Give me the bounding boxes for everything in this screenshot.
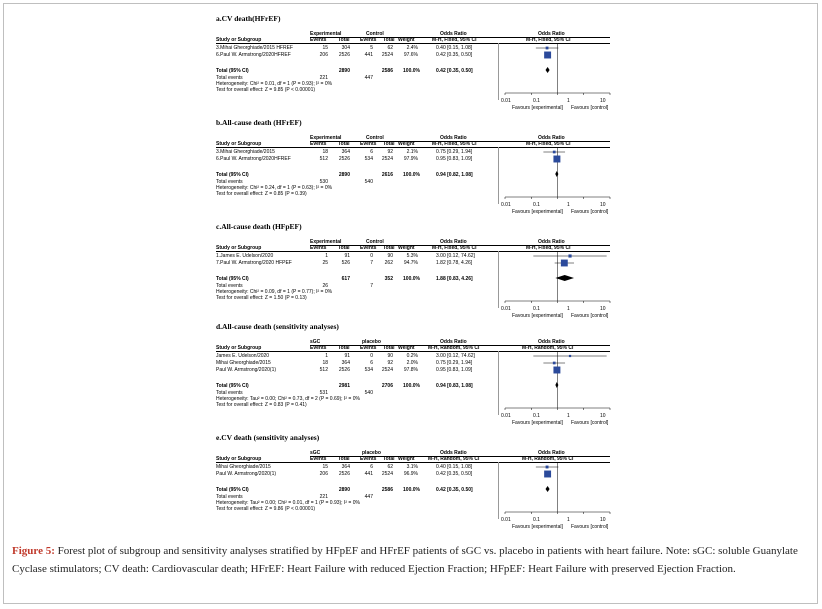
study-name: 1.James E. Udelson/2020 bbox=[216, 253, 274, 259]
events2: 447 bbox=[364, 494, 373, 500]
col-events1: Events bbox=[310, 37, 327, 43]
study-ci: 0.95 [0.83, 1.09] bbox=[436, 156, 473, 162]
group1-header: Experimental bbox=[310, 31, 342, 37]
study-total2: 2524 bbox=[381, 52, 393, 58]
pooled-estimate-diamond bbox=[546, 486, 550, 492]
study-weight: 96.9% bbox=[403, 471, 418, 477]
study-events2: 6 bbox=[370, 149, 373, 155]
col-total1: Total bbox=[338, 456, 350, 462]
col-total2: Total bbox=[383, 37, 395, 43]
col-events1: Events bbox=[310, 141, 327, 147]
total-label: Total (95% CI) bbox=[216, 68, 249, 74]
tick-label: 10 bbox=[600, 306, 606, 312]
study-point-square bbox=[546, 466, 549, 469]
study-total1: 91 bbox=[344, 253, 350, 259]
study-weight: 2.4% bbox=[406, 45, 418, 51]
study-events1: 18 bbox=[322, 149, 328, 155]
study-total1: 2526 bbox=[338, 471, 350, 477]
or-header-plot: Odds Ratio bbox=[538, 239, 565, 245]
study-events1: 206 bbox=[319, 52, 328, 58]
study-events1: 1 bbox=[325, 353, 328, 359]
col-or-method-plot: M-H, Fixed, 95% CI bbox=[526, 37, 571, 43]
tick-label: 0.01 bbox=[501, 517, 511, 523]
study-name: Mihai Gheorghiade/2015 bbox=[216, 360, 271, 366]
study-events1: 18 bbox=[322, 360, 328, 366]
panel-title: b.All-cause death (HFrEF) bbox=[216, 118, 302, 127]
heterogeneity: Heterogeneity: Tau² = 0.00; Chi² = 0.01, df = 1 (P = 0.93); I² = 0% bbox=[216, 500, 360, 506]
study-events2: 534 bbox=[364, 367, 373, 373]
col-study: Study or Subgroup bbox=[216, 456, 262, 462]
study-total1: 364 bbox=[341, 149, 350, 155]
tick-label: 0.1 bbox=[533, 98, 540, 104]
total-n2: 2586 bbox=[381, 68, 393, 74]
col-study: Study or Subgroup bbox=[216, 141, 262, 147]
pooled-estimate-diamond bbox=[555, 171, 558, 177]
heterogeneity: Heterogeneity: Chi² = 0.01, df = 1 (P = 0.93); I² = 0% bbox=[216, 81, 333, 87]
total-n2: 352 bbox=[384, 276, 393, 282]
study-name: 6.Paul W. Armstrong/2020HFREF bbox=[216, 156, 291, 162]
study-total2: 2524 bbox=[381, 156, 393, 162]
total-n1: 617 bbox=[341, 276, 350, 282]
favours-experimental: Favours [experimental] bbox=[512, 209, 563, 215]
col-or-method: M-H, Random, 95% CI bbox=[428, 345, 480, 351]
study-name: Paul W. Armstrong/2020(1) bbox=[216, 471, 277, 477]
study-point-square bbox=[544, 52, 551, 59]
or-header: Odds Ratio bbox=[440, 450, 467, 456]
tick-label: 0.1 bbox=[533, 202, 540, 208]
tick-label: 10 bbox=[600, 98, 606, 104]
events1: 221 bbox=[319, 75, 328, 81]
group1-header: sGC bbox=[310, 339, 321, 345]
study-ci: 0.40 [0.15, 1.08] bbox=[436, 464, 473, 470]
study-point-square bbox=[561, 260, 568, 267]
events-label: Total events bbox=[216, 494, 243, 500]
favours-control: Favours [control] bbox=[571, 313, 609, 319]
forest-plot-area bbox=[200, 322, 620, 430]
tick-label: 0.01 bbox=[501, 202, 511, 208]
study-events2: 441 bbox=[364, 471, 373, 477]
tick-label: 0.1 bbox=[533, 517, 540, 523]
total-ci: 0.94 [0.83, 1.08] bbox=[436, 383, 473, 389]
study-name: Paul W. Armstrong/2020(1) bbox=[216, 367, 277, 373]
study-events2: 0 bbox=[370, 253, 373, 259]
study-weight: 3.1% bbox=[406, 464, 418, 470]
forest-plot-area bbox=[200, 14, 620, 114]
study-point-square bbox=[568, 254, 571, 257]
total-ci: 1.88 [0.83, 4.26] bbox=[436, 276, 473, 282]
study-name: Mihai Gheorghiade/2015 bbox=[216, 464, 271, 470]
total-label: Total (95% CI) bbox=[216, 487, 249, 493]
study-events2: 441 bbox=[364, 52, 373, 58]
forest-plot-panel-a bbox=[200, 14, 620, 119]
panel-title: e.CV death (sensitivity analyses) bbox=[216, 433, 320, 442]
group1-header: Experimental bbox=[310, 135, 342, 141]
total-weight: 100.0% bbox=[403, 383, 420, 389]
col-total1: Total bbox=[338, 345, 350, 351]
study-total1: 2526 bbox=[338, 156, 350, 162]
study-events1: 15 bbox=[322, 464, 328, 470]
study-total1: 364 bbox=[341, 464, 350, 470]
total-n1: 2981 bbox=[338, 383, 350, 389]
col-or-method-plot: M-H, Fixed, 95% CI bbox=[526, 141, 571, 147]
caption-label: Figure 5: bbox=[12, 545, 55, 557]
events2: 540 bbox=[364, 179, 373, 185]
events2: 447 bbox=[364, 75, 373, 81]
favours-control: Favours [control] bbox=[571, 105, 609, 111]
or-header: Odds Ratio bbox=[440, 31, 467, 37]
tick-label: 1 bbox=[567, 413, 570, 419]
favours-control: Favours [control] bbox=[571, 524, 609, 530]
total-weight: 100.0% bbox=[403, 68, 420, 74]
study-weight: 97.8% bbox=[403, 367, 418, 373]
total-label: Total (95% CI) bbox=[216, 383, 249, 389]
col-or-method: M-H, Fixed, 95% CI bbox=[432, 245, 477, 251]
favours-control: Favours [control] bbox=[571, 420, 609, 426]
col-study: Study or Subgroup bbox=[216, 345, 262, 351]
tick-label: 1 bbox=[567, 306, 570, 312]
study-events2: 0 bbox=[370, 353, 373, 359]
total-label: Total (95% CI) bbox=[216, 172, 249, 178]
study-weight: 5.3% bbox=[406, 253, 418, 259]
study-events2: 5 bbox=[370, 45, 373, 51]
heterogeneity: Heterogeneity: Chi² = 0.09, df = 1 (P = 0.77); I² = 0% bbox=[216, 289, 333, 295]
study-ci: 0.42 [0.35, 0.50] bbox=[436, 52, 473, 58]
panel-title: c.All-cause death (HFpEF) bbox=[216, 222, 302, 231]
study-total1: 91 bbox=[344, 353, 350, 359]
study-total2: 62 bbox=[387, 464, 393, 470]
forest-plot-area bbox=[200, 118, 620, 218]
study-total2: 2524 bbox=[381, 471, 393, 477]
total-weight: 100.0% bbox=[403, 487, 420, 493]
study-total1: 2526 bbox=[338, 52, 350, 58]
study-point-square bbox=[553, 151, 556, 154]
study-total1: 364 bbox=[341, 360, 350, 366]
total-ci: 0.94 [0.82, 1.08] bbox=[436, 172, 473, 178]
study-name: 7.Paul W. Armstrong/2020 HFPEF bbox=[216, 260, 292, 266]
study-ci: 0.75 [0.29, 1.94] bbox=[436, 360, 473, 366]
study-total1: 304 bbox=[341, 45, 350, 51]
study-total2: 92 bbox=[387, 360, 393, 366]
tick-label: 1 bbox=[567, 98, 570, 104]
col-weight: Weight bbox=[398, 456, 415, 462]
total-weight: 100.0% bbox=[403, 276, 420, 282]
forest-plot-area bbox=[200, 433, 620, 533]
pooled-estimate-diamond bbox=[555, 382, 558, 388]
overall-effect: Test for overall effect: Z = 9.86 (P < 0.00001) bbox=[216, 506, 316, 512]
total-n1: 2890 bbox=[338, 487, 350, 493]
col-study: Study or Subgroup bbox=[216, 37, 262, 43]
total-n2: 2586 bbox=[381, 487, 393, 493]
panel-title: a.CV death(HFrEF) bbox=[216, 14, 281, 23]
study-events1: 15 bbox=[322, 45, 328, 51]
overall-effect: Test for overall effect: Z = 0.83 (P = 0.41) bbox=[216, 402, 307, 408]
favours-experimental: Favours [experimental] bbox=[512, 313, 563, 319]
panel-title: d.All-cause death (sensitivity analyses) bbox=[216, 322, 339, 331]
forest-plot-area bbox=[200, 222, 620, 322]
tick-label: 0.1 bbox=[533, 413, 540, 419]
events1: 530 bbox=[319, 179, 328, 185]
study-name: James E. Udelson/2020 bbox=[216, 353, 270, 359]
forest-plot-panel-d bbox=[200, 322, 620, 434]
overall-effect: Test for overall effect: Z = 0.85 (P = 0.39) bbox=[216, 191, 307, 197]
col-events1: Events bbox=[310, 456, 327, 462]
or-header: Odds Ratio bbox=[440, 339, 467, 345]
col-weight: Weight bbox=[398, 245, 415, 251]
study-total1: 2526 bbox=[338, 367, 350, 373]
study-total2: 90 bbox=[387, 253, 393, 259]
study-point-square bbox=[553, 367, 560, 374]
study-weight: 94.7% bbox=[403, 260, 418, 266]
study-weight: 0.2% bbox=[406, 353, 418, 359]
events-label: Total events bbox=[216, 283, 243, 289]
group1-header: sGC bbox=[310, 450, 321, 456]
tick-label: 0.01 bbox=[501, 413, 511, 419]
study-events1: 206 bbox=[319, 471, 328, 477]
or-header-plot: Odds Ratio bbox=[538, 31, 565, 37]
col-total2: Total bbox=[383, 141, 395, 147]
study-total2: 90 bbox=[387, 353, 393, 359]
study-weight: 97.6% bbox=[403, 52, 418, 58]
tick-label: 10 bbox=[600, 413, 606, 419]
total-label: Total (95% CI) bbox=[216, 276, 249, 282]
forest-plot-panel-c bbox=[200, 222, 620, 327]
col-weight: Weight bbox=[398, 37, 415, 43]
forest-plot-panel-b bbox=[200, 118, 620, 223]
favours-experimental: Favours [experimental] bbox=[512, 105, 563, 111]
total-ci: 0.42 [0.35, 0.50] bbox=[436, 68, 473, 74]
col-events1: Events bbox=[310, 345, 327, 351]
col-total2: Total bbox=[383, 456, 395, 462]
study-events2: 7 bbox=[370, 260, 373, 266]
col-or-method: M-H, Random, 95% CI bbox=[428, 456, 480, 462]
col-events2: Events bbox=[360, 456, 377, 462]
events1: 26 bbox=[322, 283, 328, 289]
study-total2: 62 bbox=[387, 45, 393, 51]
study-point-square bbox=[544, 471, 551, 478]
events-label: Total events bbox=[216, 179, 243, 185]
study-events2: 6 bbox=[370, 360, 373, 366]
study-events2: 6 bbox=[370, 464, 373, 470]
heterogeneity: Heterogeneity: Chi² = 0.24, df = 1 (P = 0.63); I² = 0% bbox=[216, 185, 333, 191]
col-weight: Weight bbox=[398, 345, 415, 351]
or-header-plot: Odds Ratio bbox=[538, 450, 565, 456]
col-events2: Events bbox=[360, 141, 377, 147]
col-total1: Total bbox=[338, 245, 350, 251]
study-weight: 97.9% bbox=[403, 156, 418, 162]
col-events2: Events bbox=[360, 37, 377, 43]
col-or-method-plot: M-H, Fixed, 95% CI bbox=[526, 245, 571, 251]
tick-label: 10 bbox=[600, 517, 606, 523]
or-header: Odds Ratio bbox=[440, 135, 467, 141]
events1: 531 bbox=[319, 390, 328, 396]
total-ci: 0.42 [0.35, 0.50] bbox=[436, 487, 473, 493]
study-events1: 1 bbox=[325, 253, 328, 259]
study-total2: 92 bbox=[387, 149, 393, 155]
group2-header: Control bbox=[366, 239, 384, 245]
tick-label: 0.1 bbox=[533, 306, 540, 312]
col-events2: Events bbox=[360, 345, 377, 351]
study-total2: 262 bbox=[384, 260, 393, 266]
col-total1: Total bbox=[338, 37, 350, 43]
overall-effect: Test for overall effect: Z = 1.50 (P = 0.13) bbox=[216, 295, 307, 301]
col-events2: Events bbox=[360, 245, 377, 251]
total-n2: 2706 bbox=[381, 383, 393, 389]
study-point-square bbox=[546, 47, 549, 50]
forest-plot-panel-e bbox=[200, 433, 620, 538]
study-weight: 2.1% bbox=[406, 149, 418, 155]
col-or-method: M-H, Fixed, 95% CI bbox=[432, 37, 477, 43]
total-n1: 2890 bbox=[338, 68, 350, 74]
study-weight: 2.0% bbox=[406, 360, 418, 366]
col-study: Study or Subgroup bbox=[216, 245, 262, 251]
group2-header: placebo bbox=[362, 450, 381, 456]
study-ci: 3.00 [0.12, 74.62] bbox=[436, 353, 475, 359]
events2: 7 bbox=[370, 283, 373, 289]
study-point-square bbox=[553, 362, 556, 365]
study-point-square bbox=[553, 156, 560, 163]
or-header-plot: Odds Ratio bbox=[538, 339, 565, 345]
study-name: 3.Mihai Gheorghiade/2015 bbox=[216, 149, 275, 155]
tick-label: 0.01 bbox=[501, 306, 511, 312]
study-events1: 512 bbox=[319, 156, 328, 162]
study-events1: 25 bbox=[322, 260, 328, 266]
events-label: Total events bbox=[216, 75, 243, 81]
col-or-method: M-H, Fixed, 95% CI bbox=[432, 141, 477, 147]
tick-label: 0.01 bbox=[501, 98, 511, 104]
tick-label: 1 bbox=[567, 517, 570, 523]
group2-header: Control bbox=[366, 31, 384, 37]
events2: 540 bbox=[364, 390, 373, 396]
study-name: 3.Mihai Gheorghiade/2015 HFREF bbox=[216, 45, 293, 51]
pooled-estimate-diamond bbox=[546, 67, 550, 73]
col-total2: Total bbox=[383, 245, 395, 251]
favours-experimental: Favours [experimental] bbox=[512, 420, 563, 426]
col-events1: Events bbox=[310, 245, 327, 251]
caption-text: Forest plot of subgroup and sensitivity analyses stratified by HFpEF and HFrEF patients of sGC vs. placebo in patients with heart failure. Note: sGC: soluble Guanylate Cyclase stimulators; CV death: Cardiovascular death; HFrEF: Heart Failure with reduced Ejection Fraction; HFpEF: Heart Failure with preserved Ejection Fraction. bbox=[12, 545, 798, 575]
group1-header: Experimental bbox=[310, 239, 342, 245]
or-header-plot: Odds Ratio bbox=[538, 135, 565, 141]
col-weight: Weight bbox=[398, 141, 415, 147]
tick-label: 10 bbox=[600, 202, 606, 208]
study-total2: 2524 bbox=[381, 367, 393, 373]
tick-label: 1 bbox=[567, 202, 570, 208]
pooled-estimate-diamond bbox=[555, 275, 574, 281]
group2-header: placebo bbox=[362, 339, 381, 345]
study-ci: 0.40 [0.15, 1.08] bbox=[436, 45, 473, 51]
study-ci: 3.00 [0.12, 74.62] bbox=[436, 253, 475, 259]
total-n1: 2890 bbox=[338, 172, 350, 178]
study-ci: 0.95 [0.83, 1.09] bbox=[436, 367, 473, 373]
study-point-square bbox=[569, 355, 571, 357]
col-total2: Total bbox=[383, 345, 395, 351]
events1: 221 bbox=[319, 494, 328, 500]
col-or-method-plot: M-H, Random, 95% CI bbox=[522, 345, 574, 351]
favours-experimental: Favours [experimental] bbox=[512, 524, 563, 530]
study-name: 6.Paul W. Armstrong/2020HFREF bbox=[216, 52, 291, 58]
study-ci: 1.82 [0.78, 4.26] bbox=[436, 260, 473, 266]
col-total1: Total bbox=[338, 141, 350, 147]
total-n2: 2616 bbox=[381, 172, 393, 178]
group2-header: Control bbox=[366, 135, 384, 141]
figure-caption bbox=[12, 543, 804, 578]
study-events2: 534 bbox=[364, 156, 373, 162]
overall-effect: Test for overall effect: Z = 9.85 (P < 0.00001) bbox=[216, 87, 316, 93]
favours-control: Favours [control] bbox=[571, 209, 609, 215]
heterogeneity: Heterogeneity: Tau² = 0.00; Chi² = 0.73, df = 2 (P = 0.69); I² = 0% bbox=[216, 396, 360, 402]
events-label: Total events bbox=[216, 390, 243, 396]
total-weight: 100.0% bbox=[403, 172, 420, 178]
study-events1: 512 bbox=[319, 367, 328, 373]
study-ci: 0.42 [0.35, 0.50] bbox=[436, 471, 473, 477]
study-ci: 0.75 [0.29, 1.94] bbox=[436, 149, 473, 155]
study-total1: 526 bbox=[341, 260, 350, 266]
col-or-method-plot: M-H, Random, 95% CI bbox=[522, 456, 574, 462]
or-header: Odds Ratio bbox=[440, 239, 467, 245]
